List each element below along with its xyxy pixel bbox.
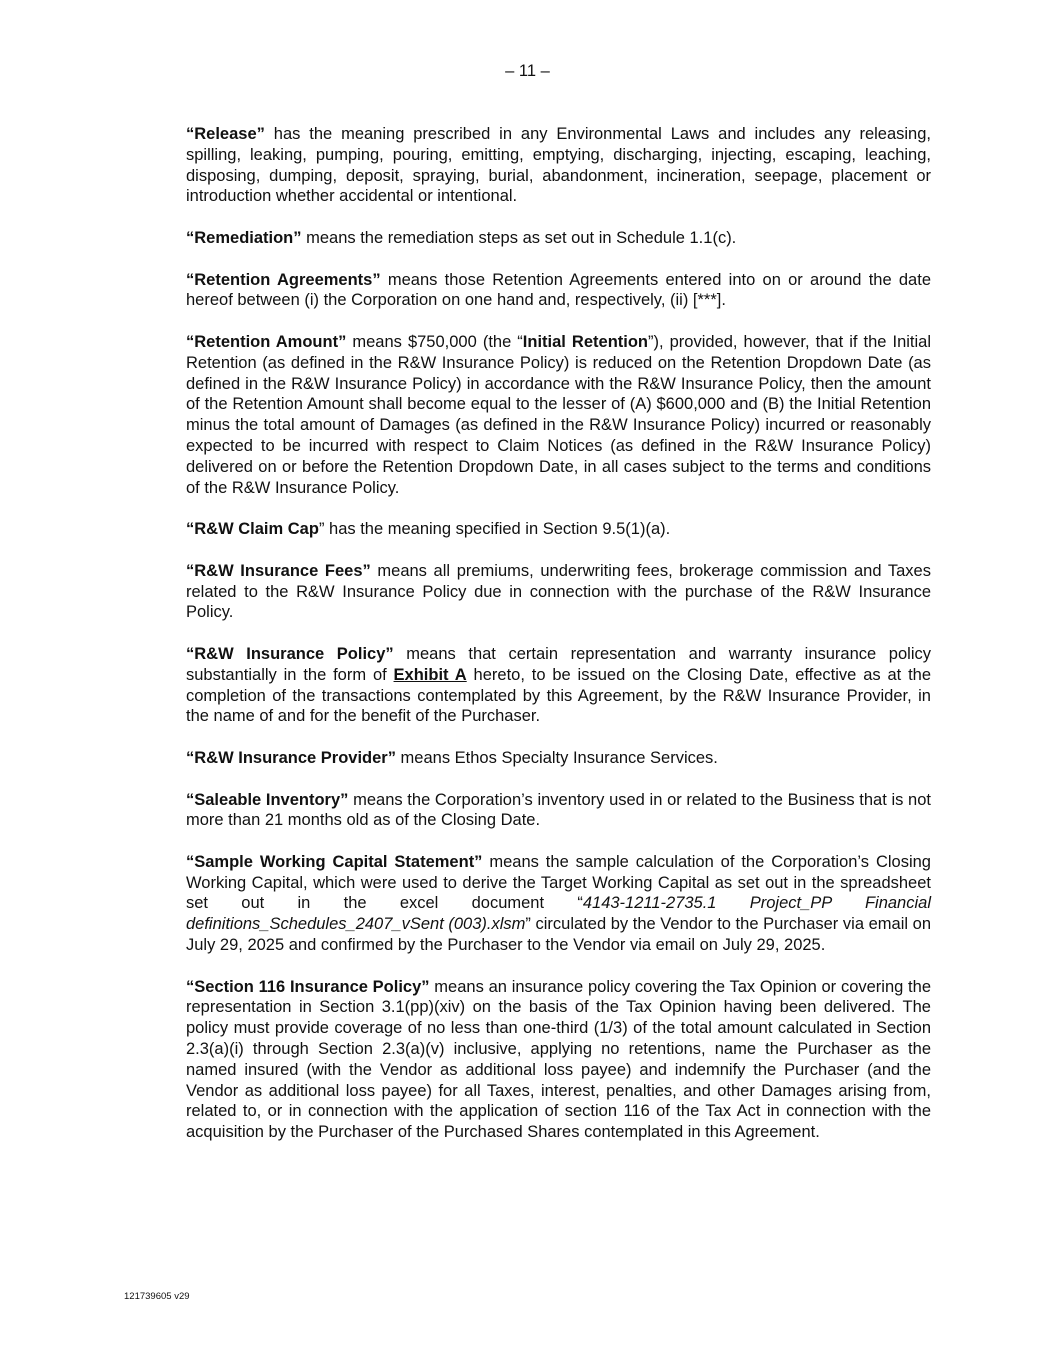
definition-term: “Retention Amount” xyxy=(186,332,347,351)
definition-rw-insurance-policy xyxy=(186,644,931,727)
definition-text: means $750,000 (the “ xyxy=(346,332,523,351)
inner-defined-term: Initial Retention xyxy=(522,332,649,351)
definition-text: means the Corporation’s inventory used in or related to the Business that is not more than 21 months old as of the Closing Date. xyxy=(186,790,931,830)
definition-term: “R&W Insurance Provider” xyxy=(186,748,396,767)
definition-rw-insurance-fees xyxy=(186,561,931,623)
definition-text: means the sample calculation of the Corporation’s Closing Working Capital, which were used to derive the Target Working Capital as set out in the spreadsheet set out in the excel document “ xyxy=(186,852,931,913)
definition-term: “R&W Claim Cap xyxy=(186,520,319,539)
definition-rw-insurance-provider xyxy=(186,748,931,769)
exhibit-a-reference: Exhibit A xyxy=(393,665,467,684)
definition-remediation xyxy=(186,228,931,249)
definition-text: means those Retention Agreements entered into on or around the date hereof between (i) the Corporation on one hand and, respectively, (ii) [***]. xyxy=(186,270,931,310)
definition-text: ” has the meaning specified in Section 9.5(1)(a). xyxy=(318,520,671,539)
definition-text: ” circulated by the Vendor to the Purchaser via email on July 29, 2025 and confirmed by the Purchaser to the Vendor via email on July 29, 2025. xyxy=(186,915,931,955)
definition-text: hereto, to be issued on the Closing Date, effective as at the completion of the transactions contemplated by this Agreement, by the R&W Insurance Provider, in the name of and for the benefit of the Purchaser. xyxy=(186,665,932,726)
definitions-list xyxy=(186,124,931,1164)
spreadsheet-filename: 4143-1211-2735.1 Project_PP Financial definitions_Schedules_2407_vSent (003).xlsm xyxy=(186,894,931,934)
definition-term: “R&W Insurance Policy” xyxy=(186,644,394,663)
definition-term: “Section 116 Insurance Policy” xyxy=(186,977,430,996)
definition-retention-amount xyxy=(186,332,931,498)
definition-term: “Sample Working Capital Statement” xyxy=(186,852,483,871)
definition-text: ”), provided, however, that if the Initial Retention (as defined in the R&W Insurance Policy) is reduced on the Retention Dropdown Date (as defined in the R&W Insurance Policy) in accordance with the R&W Insurance Policy, then the amount of the Retention Amount shall become equal to the lesser of (A) $600,000 and (B) the Initial Retention minus the total amount of Damages (as defined in the R&W Insurance Policy) incurred or reasonably expected to be incurred with respect to Claim Notices (as defined in the R&W Insurance Policy) delivered on or before the Retention Dropdown Date, in all cases subject to the terms and conditions of the R&W Insurance Policy. xyxy=(186,332,932,497)
definition-text: means that certain representation and warranty insurance policy substantially in the form of xyxy=(186,644,931,684)
definition-term: “Release” xyxy=(186,125,265,143)
definition-term: “R&W Insurance Fees” xyxy=(186,561,371,580)
definition-text: means Ethos Specialty Insurance Services. xyxy=(395,748,718,767)
document-id: 121739605 v29 xyxy=(124,1291,190,1302)
definition-text: means an insurance policy covering the Tax Opinion or covering the representation in Section 3.1(pp)(xiv) on the basis of the Tax Opinion having been delivered. The policy must provide coverage of no less than one-third (1/3) of the total amount calculated in Section 2.3(a)(i) through Section 2.3(a)(v) inclusive, applying no retentions, name the Purchaser as the named insured (with the Vendor as additional loss payee) and indemnify the Purchaser (and the Vendor as additional loss payee) for all Taxes, interest, penalties, and other Damages arising from, related to, or in connection with the application of section 116 of the Tax Act in connection with the acquisition by the Purchaser of the Purchased Shares contemplated in this Agreement. xyxy=(186,977,931,1142)
definition-retention-agreements xyxy=(186,270,931,312)
definition-sample-working-capital-statement xyxy=(186,852,931,956)
definition-term: “Saleable Inventory” xyxy=(186,790,349,809)
definition-release xyxy=(186,124,931,207)
definition-term: “Remediation” xyxy=(186,228,302,247)
definition-text: means the remediation steps as set out in Schedule 1.1(c). xyxy=(301,228,737,247)
definition-saleable-inventory xyxy=(186,790,931,832)
definition-section-116-insurance-policy xyxy=(186,977,931,1143)
definition-rw-claim-cap xyxy=(186,519,931,540)
definition-term: “Retention Agreements” xyxy=(186,270,381,289)
page-number: – 11 – xyxy=(505,62,550,80)
definition-text: means all premiums, underwriting fees, brokerage commission and Taxes related to the R&W Insurance Policy due in connection with the purchase of the R&W Insurance Policy. xyxy=(186,561,931,622)
definition-text: has the meaning prescribed in any Environmental Laws and includes any releasing, spilling, leaking, pumping, pouring, emitting, emptying, discharging, injecting, escaping, leaching, disposing, dumping, deposit, spraying, burial, abandonment, incineration, seepage, placement or introduction whether accidental or intentional. xyxy=(186,125,931,206)
